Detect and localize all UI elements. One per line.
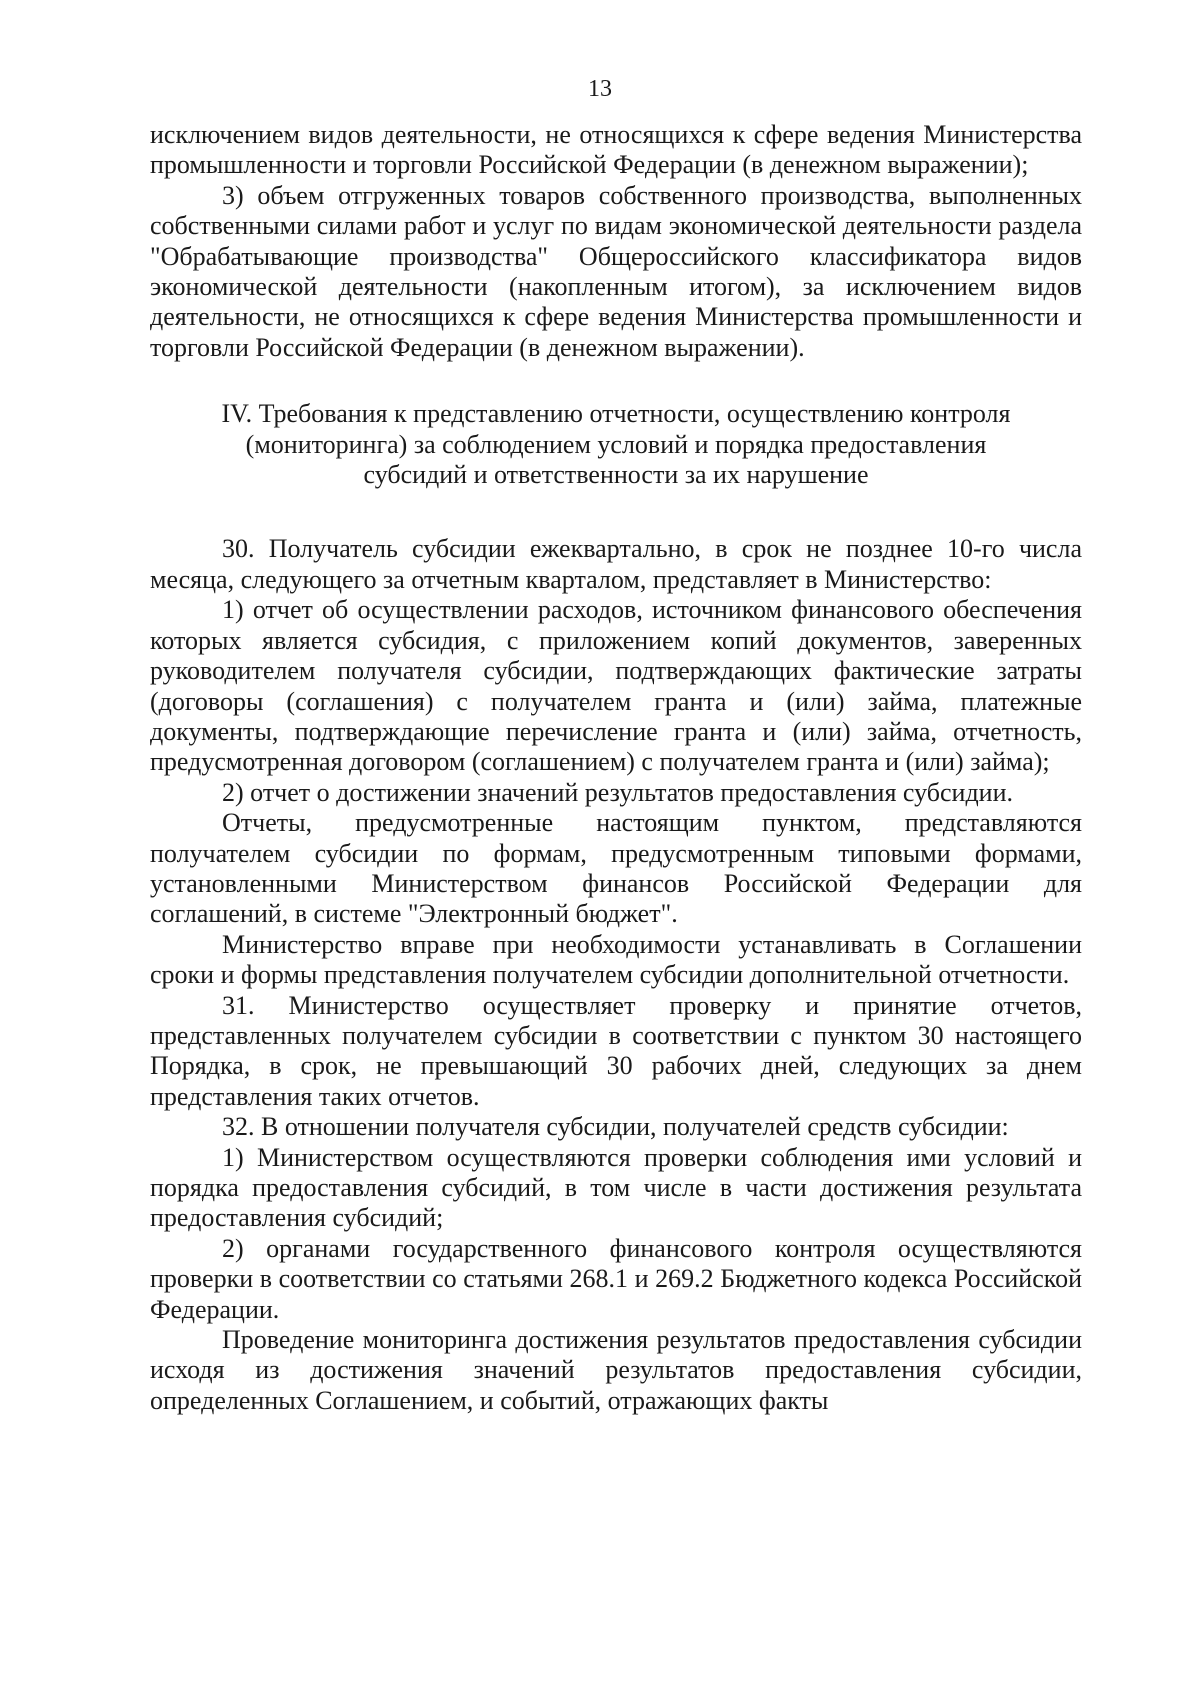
paragraph-additional-reporting: Министерство вправе при необходимости устанавливать в Соглашении сроки и формы представления получателем субсидии дополнительной отчетности. xyxy=(150,929,1082,990)
paragraph-32: 32. В отношении получателя субсидии, получателей средств субсидии: xyxy=(222,1112,1009,1142)
paragraph-30: 30. Получатель субсидии ежеквартально, в срок не позднее 10-го числа месяца, следующего за отчетным кварталом, представляет в Министерство: xyxy=(150,534,1082,594)
spacer xyxy=(150,490,1082,534)
section-heading-line: субсидий и ответственности за их нарушение xyxy=(363,460,869,490)
paragraph-32-item-1: 1) Министерством осуществляются проверки соблюдения ими условий и порядка предоставления субсидий, в том числе в части достижения результата предоставления субсидий; xyxy=(150,1142,1082,1233)
paragraph-monitoring: Проведение мониторинга достижения результатов предоставления субсидии исходя из достижения значений результатов предоставления субсидии, определенных Соглашением, и событий, отражающих факты xyxy=(150,1325,1082,1415)
paragraph-30-item-2: 2) отчет о достижении значений результатов предоставления субсидии. xyxy=(222,777,1013,807)
spacer xyxy=(150,363,1082,399)
section-heading xyxy=(150,399,1082,490)
paragraph-item-3: 3) объем отгруженных товаров собственного производства, выполненных собственными силами работ и услуг по видам экономической деятельности раздела "Обрабатывающие производства" Общероссийского классификатора видов экономической деятельности (накопленным итогом), за исключением видов деятельности, не относящихся к сфере ведения Министерства промышленности и торговли Российской Федерации (в денежном выражении). xyxy=(150,180,1082,362)
document-body xyxy=(150,120,1082,1416)
paragraph-31: 31. Министерство осуществляет проверку и принятие отчетов, представленных получателем субсидии в соответствии с пунктом 30 настоящего Порядка, в срок, не превышающий 30 рабочих дней, следующих за днем представления таких отчетов. xyxy=(150,990,1082,1111)
paragraph-reports-forms: Отчеты, предусмотренные настоящим пунктом, представляются получателем субсидии по формам, предусмотренным типовыми формами, установленными Министерством финансов Российской Федерации для соглашений, в системе "Электронный бюджет". xyxy=(150,808,1082,929)
section-heading-line: (мониторинга) за соблюдением условий и порядка предоставления xyxy=(245,429,987,459)
section-heading-line: IV. Требования к представлению отчетности, осуществлению контроля xyxy=(221,399,1011,429)
paragraph-30-item-1: 1) отчет об осуществлении расходов, источником финансового обеспечения которых является субсидия, с приложением копий документов, заверенных руководителем получателя субсидии, подтверждающих фактические затраты (договоры (соглашения) с получателем гранта и (или) займа, платежные документы, подтверждающие перечисление гранта и (или) займа, отчетность, предусмотренная договором (соглашением) с получателем гранта и (или) займа); xyxy=(150,595,1082,777)
page-number: 13 xyxy=(588,76,612,102)
paragraph-32-item-2: 2) органами государственного финансового контроля осуществляются проверки в соответствии со статьями 268.1 и 269.2 Бюджетного кодекса Российской Федерации. xyxy=(150,1233,1082,1324)
paragraph-continuation: исключением видов деятельности, не относящихся к сфере ведения Министерства промышленности и торговли Российской Федерации (в денежном выражении); xyxy=(150,120,1082,180)
